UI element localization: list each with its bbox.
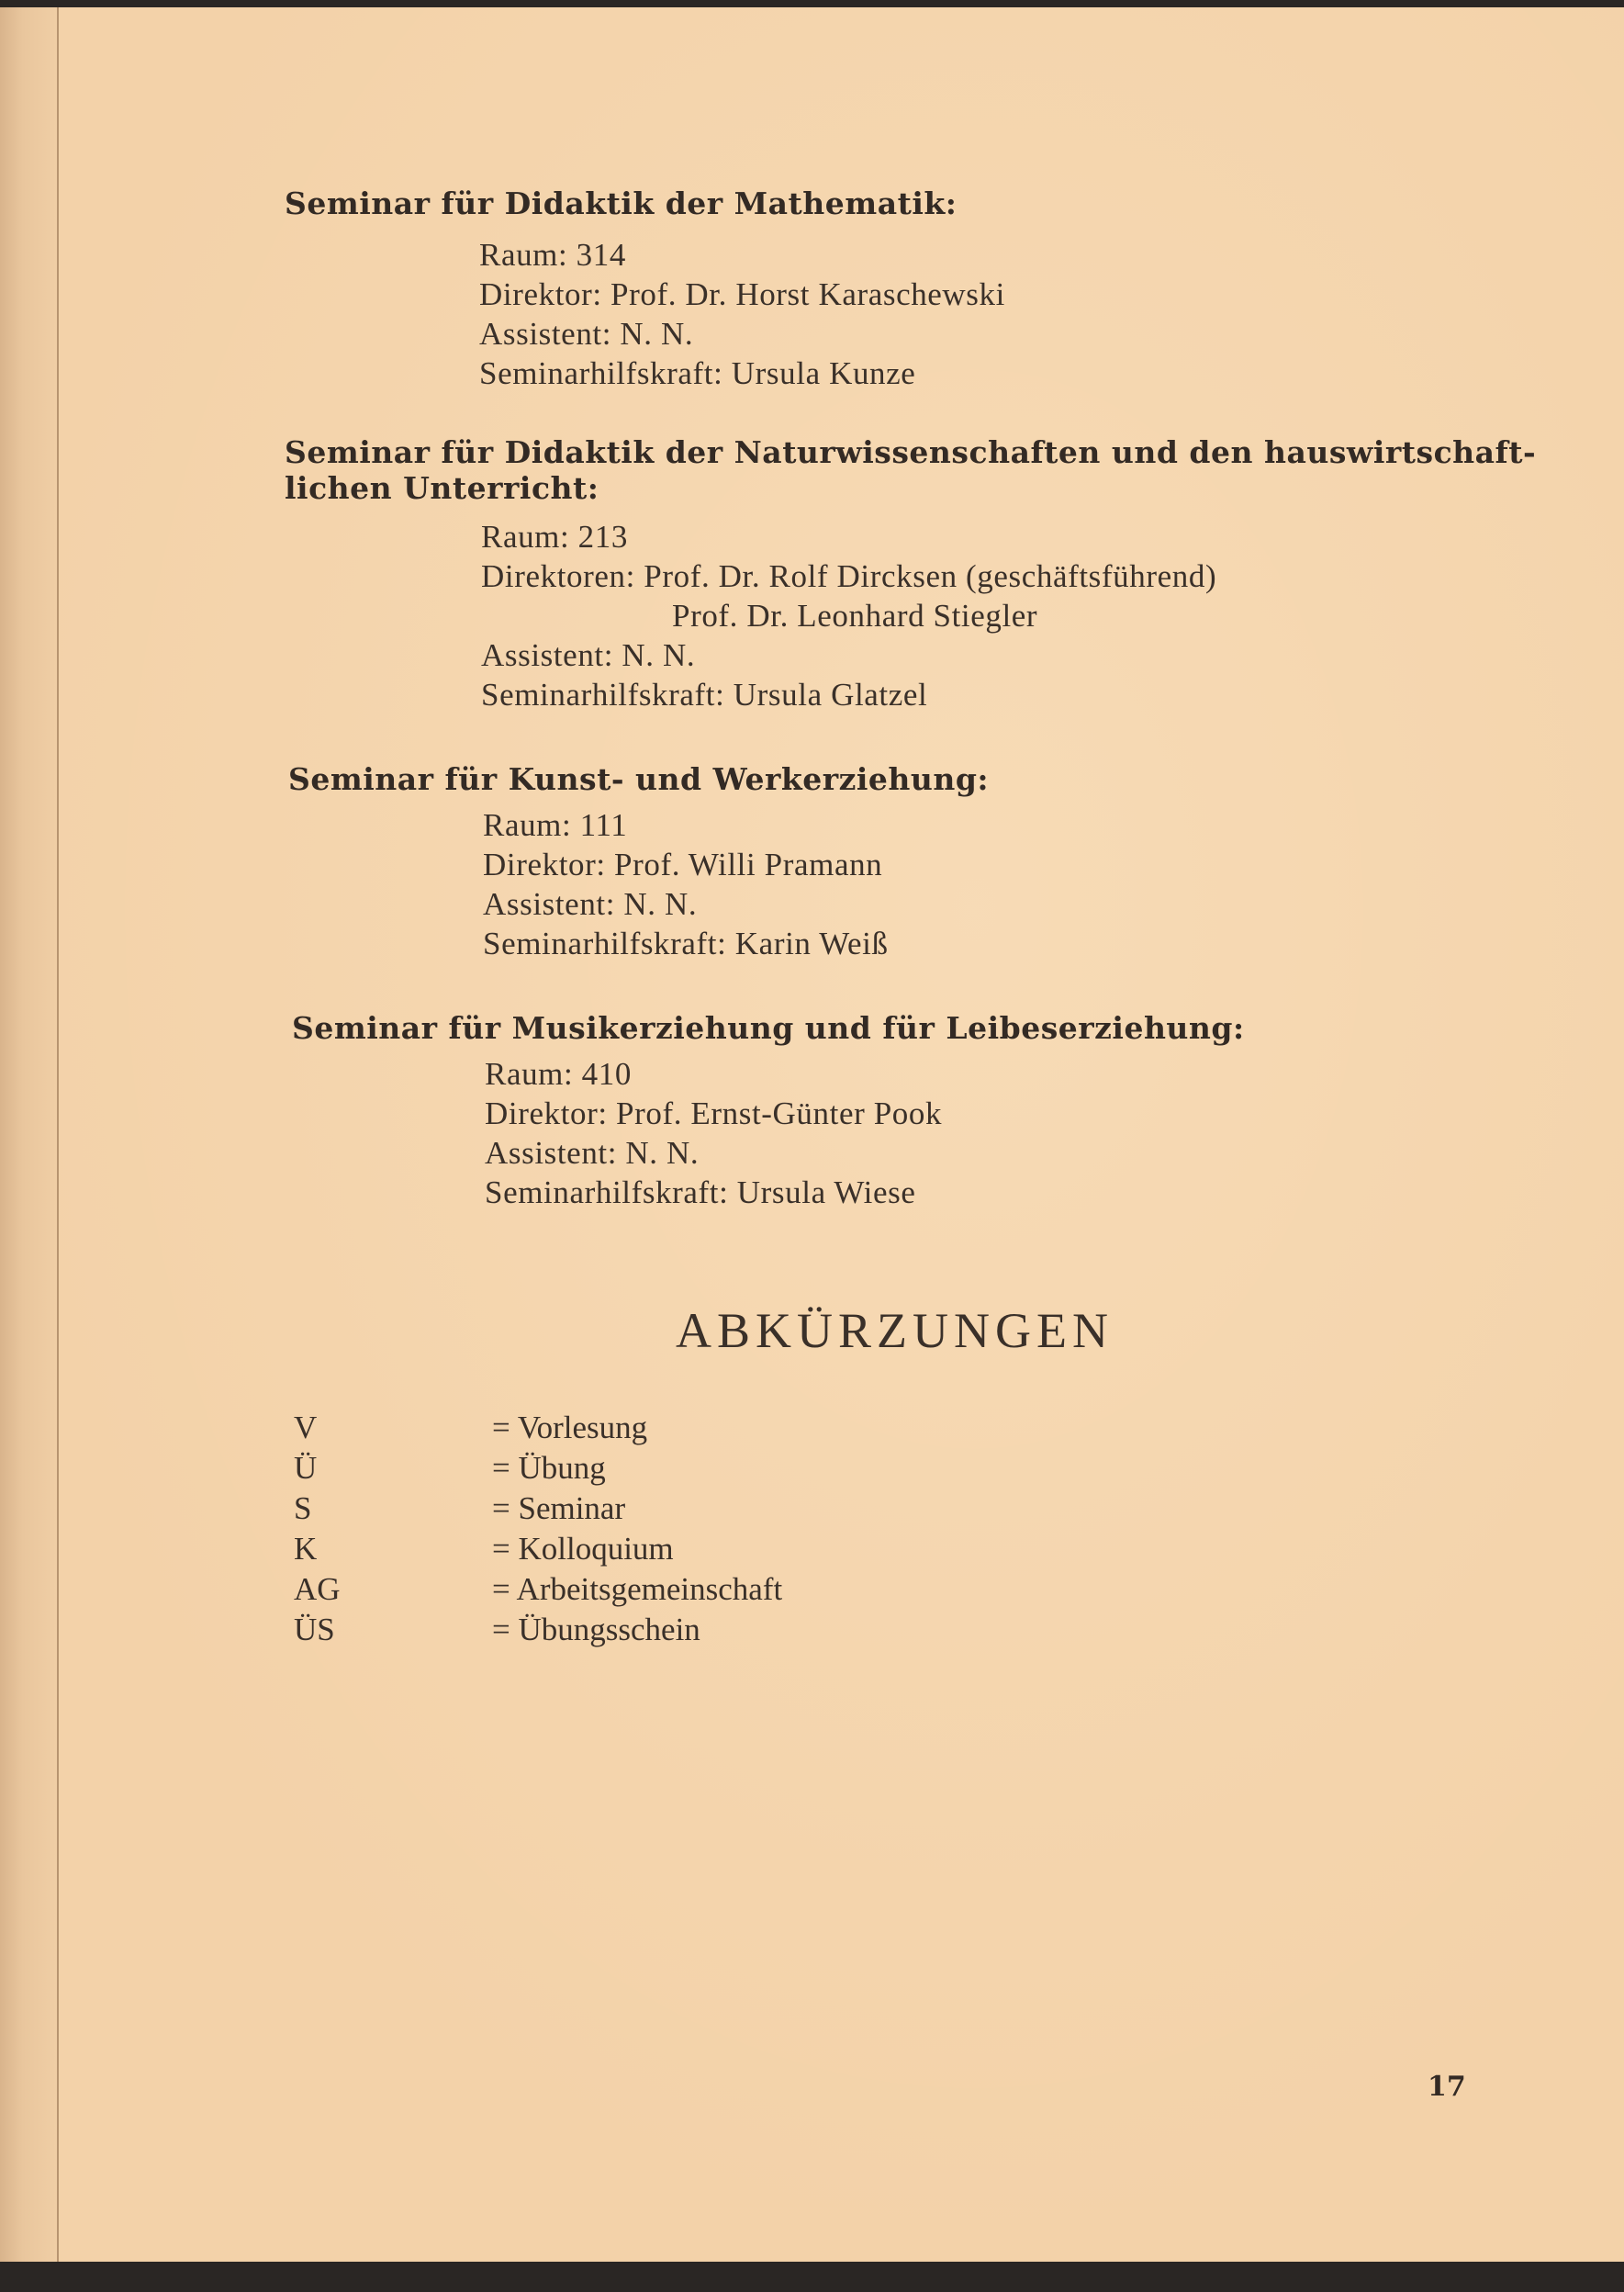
room-line: Raum: 314 [479, 237, 626, 273]
assistant-line: Assistent: N. N. [483, 886, 698, 922]
abbr-meaning: = Kolloquium [492, 1531, 674, 1567]
room-line: Raum: 410 [485, 1056, 632, 1092]
section-title-line1: Seminar für Didaktik der Naturwissenschaften und den hauswirtschaft- [285, 434, 1537, 470]
section-title: Seminar für Didaktik der Mathematik: [285, 185, 958, 221]
section-title: Seminar für Kunst- und Werkerziehung: [288, 761, 990, 797]
director-line: Direktor: Prof. Dr. Horst Karaschewski [479, 276, 1005, 312]
director-line-2: Prof. Dr. Leonhard Stiegler [672, 598, 1038, 634]
abbr-meaning: = Seminar [492, 1490, 626, 1526]
room-line: Raum: 213 [481, 519, 628, 555]
page-paper [0, 7, 1624, 2262]
abbr-meaning: = Vorlesung [492, 1410, 648, 1445]
abbreviations-heading: ABKÜRZUNGEN [676, 1303, 1114, 1358]
page-number: 17 [1428, 2071, 1466, 2103]
assistant-line: Assistent: N. N. [479, 316, 694, 352]
assistant-staff-line: Seminarhilfskraft: Karin Weiß [483, 926, 889, 961]
abbr-code: ÜS [294, 1612, 335, 1647]
page-bottom-edge [0, 2262, 1624, 2292]
directors-line: Direktoren: Prof. Dr. Rolf Dircksen (geschäftsführend) [481, 558, 1217, 594]
director-line: Direktor: Prof. Ernst-Günter Pook [485, 1095, 943, 1131]
abbr-code: K [294, 1531, 318, 1567]
room-line: Raum: 111 [483, 807, 628, 843]
assistant-line: Assistent: N. N. [485, 1135, 700, 1171]
assistant-staff-line: Seminarhilfskraft: Ursula Kunze [479, 355, 916, 391]
assistant-staff-line: Seminarhilfskraft: Ursula Wiese [485, 1174, 916, 1210]
abbr-meaning: = Übung [492, 1450, 606, 1486]
director-line: Direktor: Prof. Willi Pramann [483, 847, 883, 882]
abbr-code: Ü [294, 1450, 318, 1486]
abbr-code: AG [294, 1571, 341, 1607]
assistant-staff-line: Seminarhilfskraft: Ursula Glatzel [481, 677, 928, 713]
abbr-code: S [294, 1490, 312, 1526]
abbr-meaning: = Übungsschein [492, 1612, 700, 1647]
abbr-meaning: = Arbeitsgemeinschaft [492, 1571, 783, 1607]
abbr-code: V [294, 1410, 318, 1445]
section-title: Seminar für Musikerziehung und für Leibeserziehung: [292, 1010, 1245, 1046]
book-spine-edge [0, 7, 59, 2262]
assistant-line: Assistent: N. N. [481, 637, 696, 673]
section-title-line2: lichen Unterricht: [285, 470, 599, 506]
